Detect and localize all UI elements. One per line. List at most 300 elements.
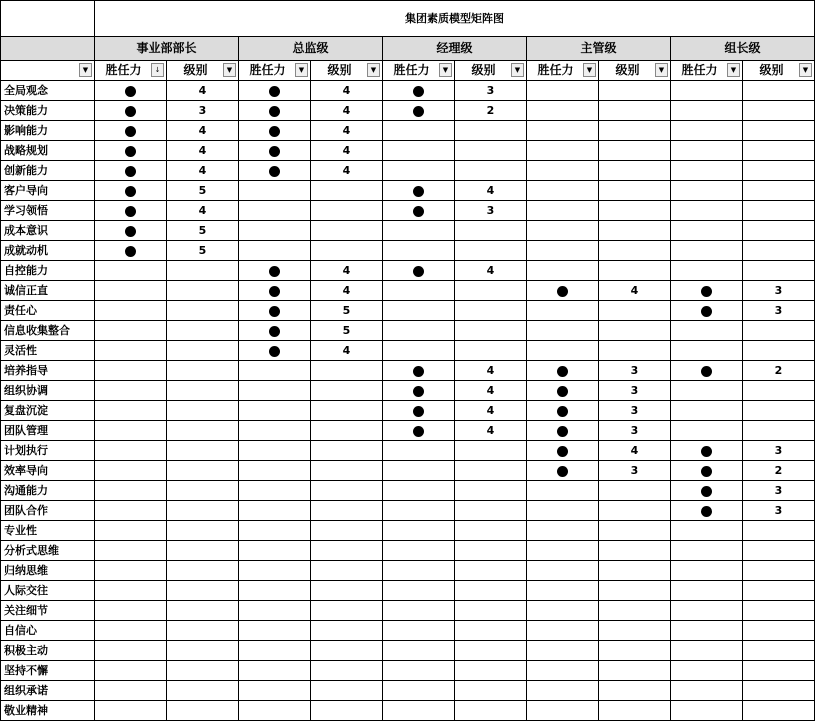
level-value-cell[interactable] [743,421,815,441]
competency-mark-cell[interactable] [95,541,167,561]
level-value-cell[interactable] [167,381,239,401]
competency-mark-cell[interactable] [671,81,743,101]
competency-mark-cell[interactable] [527,121,599,141]
level-value-cell[interactable] [455,501,527,521]
level-value-cell[interactable]: 4 [455,421,527,441]
competency-name-cell[interactable]: 责任心 [1,301,95,321]
competency-mark-cell[interactable] [671,641,743,661]
competency-mark-cell[interactable] [671,181,743,201]
level-value-cell[interactable] [311,401,383,421]
level-value-cell[interactable] [743,261,815,281]
level-value-cell[interactable]: 3 [599,421,671,441]
competency-mark-cell[interactable] [527,661,599,681]
competency-mark-cell[interactable] [239,101,311,121]
competency-name-cell[interactable]: 战略规划 [1,141,95,161]
level-value-cell[interactable] [743,401,815,421]
competency-mark-cell[interactable] [95,241,167,261]
group-header-0[interactable]: 事业部部长 [95,37,239,61]
level-value-cell[interactable]: 3 [455,81,527,101]
level-value-cell[interactable] [311,181,383,201]
competency-mark-cell[interactable] [239,641,311,661]
competency-mark-cell[interactable] [95,401,167,421]
subheader-competency-0[interactable] [95,61,167,81]
competency-mark-cell[interactable] [527,421,599,441]
competency-name-cell[interactable]: 归纳思维 [1,561,95,581]
level-value-cell[interactable]: 3 [167,101,239,121]
level-value-cell[interactable] [167,481,239,501]
level-value-cell[interactable] [311,681,383,701]
competency-mark-cell[interactable] [671,681,743,701]
level-value-cell[interactable] [599,701,671,721]
competency-mark-cell[interactable] [95,441,167,461]
level-value-cell[interactable]: 3 [743,281,815,301]
competency-mark-cell[interactable] [383,441,455,461]
subheader-competency-2[interactable] [383,61,455,81]
competency-name-cell[interactable]: 学习领悟 [1,201,95,221]
level-value-cell[interactable] [455,561,527,581]
competency-mark-cell[interactable] [527,301,599,321]
level-value-cell[interactable] [599,181,671,201]
level-value-cell[interactable] [599,661,671,681]
competency-mark-cell[interactable] [527,141,599,161]
level-value-cell[interactable] [167,261,239,281]
level-value-cell[interactable] [743,121,815,141]
level-value-cell[interactable] [311,521,383,541]
level-value-cell[interactable] [455,301,527,321]
competency-mark-cell[interactable] [239,501,311,521]
level-value-cell[interactable] [311,601,383,621]
level-value-cell[interactable] [167,361,239,381]
level-value-cell[interactable] [167,421,239,441]
competency-name-cell[interactable]: 决策能力 [1,101,95,121]
level-value-cell[interactable] [455,341,527,361]
competency-mark-cell[interactable] [95,281,167,301]
competency-name-cell[interactable]: 专业性 [1,521,95,541]
competency-mark-cell[interactable] [671,581,743,601]
competency-mark-cell[interactable] [527,181,599,201]
competency-name-cell[interactable]: 团队合作 [1,501,95,521]
level-value-cell[interactable] [455,541,527,561]
competency-mark-cell[interactable] [527,641,599,661]
competency-mark-cell[interactable] [383,201,455,221]
level-value-cell[interactable] [167,521,239,541]
competency-name-cell[interactable]: 人际交往 [1,581,95,601]
level-value-cell[interactable] [311,361,383,381]
competency-mark-cell[interactable] [95,561,167,581]
level-value-cell[interactable] [311,661,383,681]
competency-mark-cell[interactable] [671,201,743,221]
competency-mark-cell[interactable] [95,461,167,481]
competency-mark-cell[interactable] [383,141,455,161]
sheet-title[interactable]: 集团素质模型矩阵图 [95,1,815,37]
competency-mark-cell[interactable] [95,221,167,241]
competency-mark-cell[interactable] [527,461,599,481]
subheader-competency-4[interactable] [671,61,743,81]
level-value-cell[interactable] [743,181,815,201]
competency-mark-cell[interactable] [383,181,455,201]
competency-mark-cell[interactable] [239,521,311,541]
competency-mark-cell[interactable] [239,221,311,241]
competency-name-cell[interactable]: 坚持不懈 [1,661,95,681]
level-value-cell[interactable] [599,541,671,561]
competency-mark-cell[interactable] [527,241,599,261]
dropdown-arrow-icon[interactable]: ▼ [223,63,236,77]
competency-mark-cell[interactable] [527,281,599,301]
level-value-cell[interactable]: 3 [455,201,527,221]
level-value-cell[interactable]: 3 [599,401,671,421]
competency-mark-cell[interactable] [671,241,743,261]
level-value-cell[interactable] [599,301,671,321]
sorted-filter-icon[interactable]: ↓ [151,63,164,77]
competency-mark-cell[interactable] [527,581,599,601]
competency-mark-cell[interactable] [671,521,743,541]
competency-mark-cell[interactable] [527,501,599,521]
competency-mark-cell[interactable] [239,441,311,461]
competency-name-cell[interactable]: 成就动机 [1,241,95,261]
competency-mark-cell[interactable] [239,241,311,261]
competency-mark-cell[interactable] [95,701,167,721]
row-header-filter-cell[interactable] [1,61,95,81]
competency-name-cell[interactable]: 客户导向 [1,181,95,201]
competency-mark-cell[interactable] [671,501,743,521]
competency-mark-cell[interactable] [383,241,455,261]
level-value-cell[interactable] [455,241,527,261]
competency-mark-cell[interactable] [95,501,167,521]
level-value-cell[interactable] [311,641,383,661]
level-value-cell[interactable]: 5 [311,301,383,321]
competency-mark-cell[interactable] [527,161,599,181]
level-value-cell[interactable] [167,461,239,481]
competency-mark-cell[interactable] [383,581,455,601]
level-value-cell[interactable]: 5 [167,241,239,261]
competency-mark-cell[interactable] [527,541,599,561]
level-value-cell[interactable] [311,481,383,501]
group-header-4[interactable]: 组长级 [671,37,815,61]
competency-mark-cell[interactable] [671,161,743,181]
level-value-cell[interactable] [599,581,671,601]
competency-mark-cell[interactable] [95,181,167,201]
level-value-cell[interactable]: 5 [167,221,239,241]
competency-mark-cell[interactable] [383,321,455,341]
level-value-cell[interactable] [743,601,815,621]
competency-mark-cell[interactable] [239,421,311,441]
level-value-cell[interactable]: 3 [599,381,671,401]
level-value-cell[interactable] [455,681,527,701]
competency-mark-cell[interactable] [239,621,311,641]
corner-cell[interactable] [1,1,95,37]
competency-mark-cell[interactable] [95,421,167,441]
level-value-cell[interactable] [455,441,527,461]
level-value-cell[interactable] [167,581,239,601]
competency-mark-cell[interactable] [671,421,743,441]
competency-mark-cell[interactable] [527,201,599,221]
level-value-cell[interactable] [167,641,239,661]
level-value-cell[interactable] [743,661,815,681]
competency-mark-cell[interactable] [671,561,743,581]
competency-mark-cell[interactable] [95,341,167,361]
level-value-cell[interactable] [311,441,383,461]
competency-mark-cell[interactable] [239,81,311,101]
level-value-cell[interactable]: 4 [311,81,383,101]
competency-mark-cell[interactable] [671,221,743,241]
level-value-cell[interactable] [455,601,527,621]
competency-mark-cell[interactable] [95,521,167,541]
competency-mark-cell[interactable] [95,621,167,641]
competency-mark-cell[interactable] [671,481,743,501]
competency-mark-cell[interactable] [671,461,743,481]
competency-mark-cell[interactable] [527,321,599,341]
competency-mark-cell[interactable] [383,641,455,661]
level-value-cell[interactable]: 4 [167,161,239,181]
competency-mark-cell[interactable] [95,101,167,121]
level-value-cell[interactable] [167,441,239,461]
competency-mark-cell[interactable] [671,361,743,381]
competency-mark-cell[interactable] [95,161,167,181]
level-value-cell[interactable]: 4 [455,181,527,201]
competency-mark-cell[interactable] [383,101,455,121]
competency-mark-cell[interactable] [239,161,311,181]
dropdown-arrow-icon[interactable]: ▼ [799,63,812,77]
competency-mark-cell[interactable] [527,561,599,581]
competency-mark-cell[interactable] [671,321,743,341]
level-value-cell[interactable] [743,341,815,361]
competency-name-cell[interactable]: 团队管理 [1,421,95,441]
competency-mark-cell[interactable] [383,621,455,641]
competency-mark-cell[interactable] [527,701,599,721]
competency-mark-cell[interactable] [383,521,455,541]
level-value-cell[interactable] [599,521,671,541]
level-value-cell[interactable] [167,401,239,421]
competency-mark-cell[interactable] [239,381,311,401]
level-value-cell[interactable]: 4 [455,381,527,401]
competency-name-cell[interactable]: 影响能力 [1,121,95,141]
level-value-cell[interactable] [455,461,527,481]
level-value-cell[interactable] [311,421,383,441]
level-value-cell[interactable]: 5 [311,321,383,341]
level-value-cell[interactable] [599,221,671,241]
level-value-cell[interactable] [743,221,815,241]
level-value-cell[interactable] [167,541,239,561]
competency-mark-cell[interactable] [671,541,743,561]
competency-name-cell[interactable]: 自信心 [1,621,95,641]
competency-mark-cell[interactable] [383,681,455,701]
competency-name-cell[interactable]: 灵活性 [1,341,95,361]
subheader-level-0[interactable] [167,61,239,81]
level-value-cell[interactable] [455,621,527,641]
competency-name-cell[interactable]: 自控能力 [1,261,95,281]
level-value-cell[interactable]: 3 [743,501,815,521]
competency-mark-cell[interactable] [527,361,599,381]
competency-mark-cell[interactable] [383,301,455,321]
group-header-3[interactable]: 主管级 [527,37,671,61]
competency-name-cell[interactable]: 分析式思维 [1,541,95,561]
level-value-cell[interactable]: 4 [311,281,383,301]
competency-mark-cell[interactable] [383,701,455,721]
dropdown-arrow-icon[interactable]: ▼ [655,63,668,77]
level-value-cell[interactable] [743,321,815,341]
competency-name-cell[interactable]: 全局观念 [1,81,95,101]
level-value-cell[interactable] [311,501,383,521]
competency-mark-cell[interactable] [671,381,743,401]
competency-mark-cell[interactable] [383,121,455,141]
level-value-cell[interactable] [455,661,527,681]
competency-mark-cell[interactable] [527,621,599,641]
competency-mark-cell[interactable] [383,661,455,681]
level-value-cell[interactable] [743,641,815,661]
level-value-cell[interactable] [167,341,239,361]
level-value-cell[interactable]: 5 [167,181,239,201]
level-value-cell[interactable] [311,221,383,241]
level-value-cell[interactable] [455,321,527,341]
subheader-competency-3[interactable] [527,61,599,81]
competency-mark-cell[interactable] [239,481,311,501]
level-value-cell[interactable] [599,561,671,581]
level-value-cell[interactable] [599,341,671,361]
level-value-cell[interactable] [743,561,815,581]
level-value-cell[interactable] [167,621,239,641]
level-value-cell[interactable] [167,561,239,581]
level-value-cell[interactable] [743,381,815,401]
level-value-cell[interactable]: 4 [455,401,527,421]
level-value-cell[interactable] [599,681,671,701]
competency-mark-cell[interactable] [383,401,455,421]
competency-mark-cell[interactable] [95,601,167,621]
level-value-cell[interactable] [167,281,239,301]
competency-name-cell[interactable]: 关注细节 [1,601,95,621]
level-value-cell[interactable] [743,81,815,101]
competency-name-cell[interactable]: 沟通能力 [1,481,95,501]
competency-name-cell[interactable]: 计划执行 [1,441,95,461]
competency-mark-cell[interactable] [383,81,455,101]
level-value-cell[interactable] [311,381,383,401]
competency-mark-cell[interactable] [239,581,311,601]
competency-mark-cell[interactable] [239,701,311,721]
competency-mark-cell[interactable] [527,481,599,501]
competency-mark-cell[interactable] [383,261,455,281]
competency-name-cell[interactable]: 创新能力 [1,161,95,181]
level-value-cell[interactable] [599,161,671,181]
competency-mark-cell[interactable] [671,441,743,461]
level-value-cell[interactable] [743,521,815,541]
level-value-cell[interactable]: 3 [743,481,815,501]
competency-name-cell[interactable]: 信息收集整合 [1,321,95,341]
competency-mark-cell[interactable] [671,701,743,721]
competency-mark-cell[interactable] [95,641,167,661]
level-value-cell[interactable] [599,501,671,521]
level-value-cell[interactable]: 3 [599,461,671,481]
dropdown-arrow-icon[interactable]: ▼ [727,63,740,77]
level-value-cell[interactable] [743,141,815,161]
competency-mark-cell[interactable] [383,361,455,381]
competency-mark-cell[interactable] [527,101,599,121]
level-value-cell[interactable] [599,641,671,661]
level-value-cell[interactable] [455,481,527,501]
competency-mark-cell[interactable] [95,321,167,341]
competency-mark-cell[interactable] [239,601,311,621]
level-value-cell[interactable] [743,161,815,181]
competency-mark-cell[interactable] [527,261,599,281]
competency-mark-cell[interactable] [671,281,743,301]
competency-mark-cell[interactable] [527,381,599,401]
competency-mark-cell[interactable] [383,161,455,181]
level-value-cell[interactable]: 2 [743,361,815,381]
competency-mark-cell[interactable] [239,661,311,681]
level-value-cell[interactable] [599,601,671,621]
competency-mark-cell[interactable] [671,141,743,161]
level-value-cell[interactable] [743,701,815,721]
dropdown-arrow-icon[interactable]: ▼ [79,63,92,77]
level-value-cell[interactable]: 4 [311,141,383,161]
level-value-cell[interactable] [599,201,671,221]
competency-mark-cell[interactable] [383,281,455,301]
competency-mark-cell[interactable] [95,481,167,501]
competency-mark-cell[interactable] [239,401,311,421]
level-value-cell[interactable]: 2 [455,101,527,121]
level-value-cell[interactable] [455,281,527,301]
level-value-cell[interactable] [311,561,383,581]
competency-mark-cell[interactable] [95,301,167,321]
competency-mark-cell[interactable] [383,561,455,581]
competency-mark-cell[interactable] [239,361,311,381]
competency-name-cell[interactable]: 组织协调 [1,381,95,401]
competency-mark-cell[interactable] [383,601,455,621]
competency-mark-cell[interactable] [95,261,167,281]
level-value-cell[interactable] [455,581,527,601]
competency-mark-cell[interactable] [671,101,743,121]
competency-mark-cell[interactable] [671,601,743,621]
level-value-cell[interactable] [743,621,815,641]
level-value-cell[interactable]: 4 [311,101,383,121]
level-value-cell[interactable]: 4 [167,141,239,161]
level-value-cell[interactable] [599,141,671,161]
level-value-cell[interactable] [743,241,815,261]
level-value-cell[interactable] [455,701,527,721]
competency-name-cell[interactable]: 培养指导 [1,361,95,381]
competency-mark-cell[interactable] [95,81,167,101]
level-value-cell[interactable] [599,621,671,641]
competency-mark-cell[interactable] [671,661,743,681]
group-corner-cell[interactable] [1,37,95,61]
level-value-cell[interactable]: 4 [311,341,383,361]
competency-mark-cell[interactable] [239,341,311,361]
competency-mark-cell[interactable] [239,561,311,581]
level-value-cell[interactable] [311,701,383,721]
competency-mark-cell[interactable] [239,261,311,281]
competency-mark-cell[interactable] [95,581,167,601]
competency-name-cell[interactable]: 组织承诺 [1,681,95,701]
level-value-cell[interactable] [455,521,527,541]
level-value-cell[interactable] [455,221,527,241]
competency-mark-cell[interactable] [671,621,743,641]
competency-mark-cell[interactable] [95,361,167,381]
competency-mark-cell[interactable] [383,341,455,361]
competency-mark-cell[interactable] [527,221,599,241]
level-value-cell[interactable] [599,101,671,121]
level-value-cell[interactable] [599,321,671,341]
level-value-cell[interactable]: 3 [599,361,671,381]
level-value-cell[interactable] [599,121,671,141]
level-value-cell[interactable] [455,141,527,161]
level-value-cell[interactable] [167,301,239,321]
competency-name-cell[interactable]: 积极主动 [1,641,95,661]
competency-mark-cell[interactable] [95,141,167,161]
competency-mark-cell[interactable] [383,481,455,501]
competency-mark-cell[interactable] [239,681,311,701]
competency-mark-cell[interactable] [95,681,167,701]
subheader-level-2[interactable] [455,61,527,81]
level-value-cell[interactable]: 4 [167,121,239,141]
level-value-cell[interactable] [167,681,239,701]
